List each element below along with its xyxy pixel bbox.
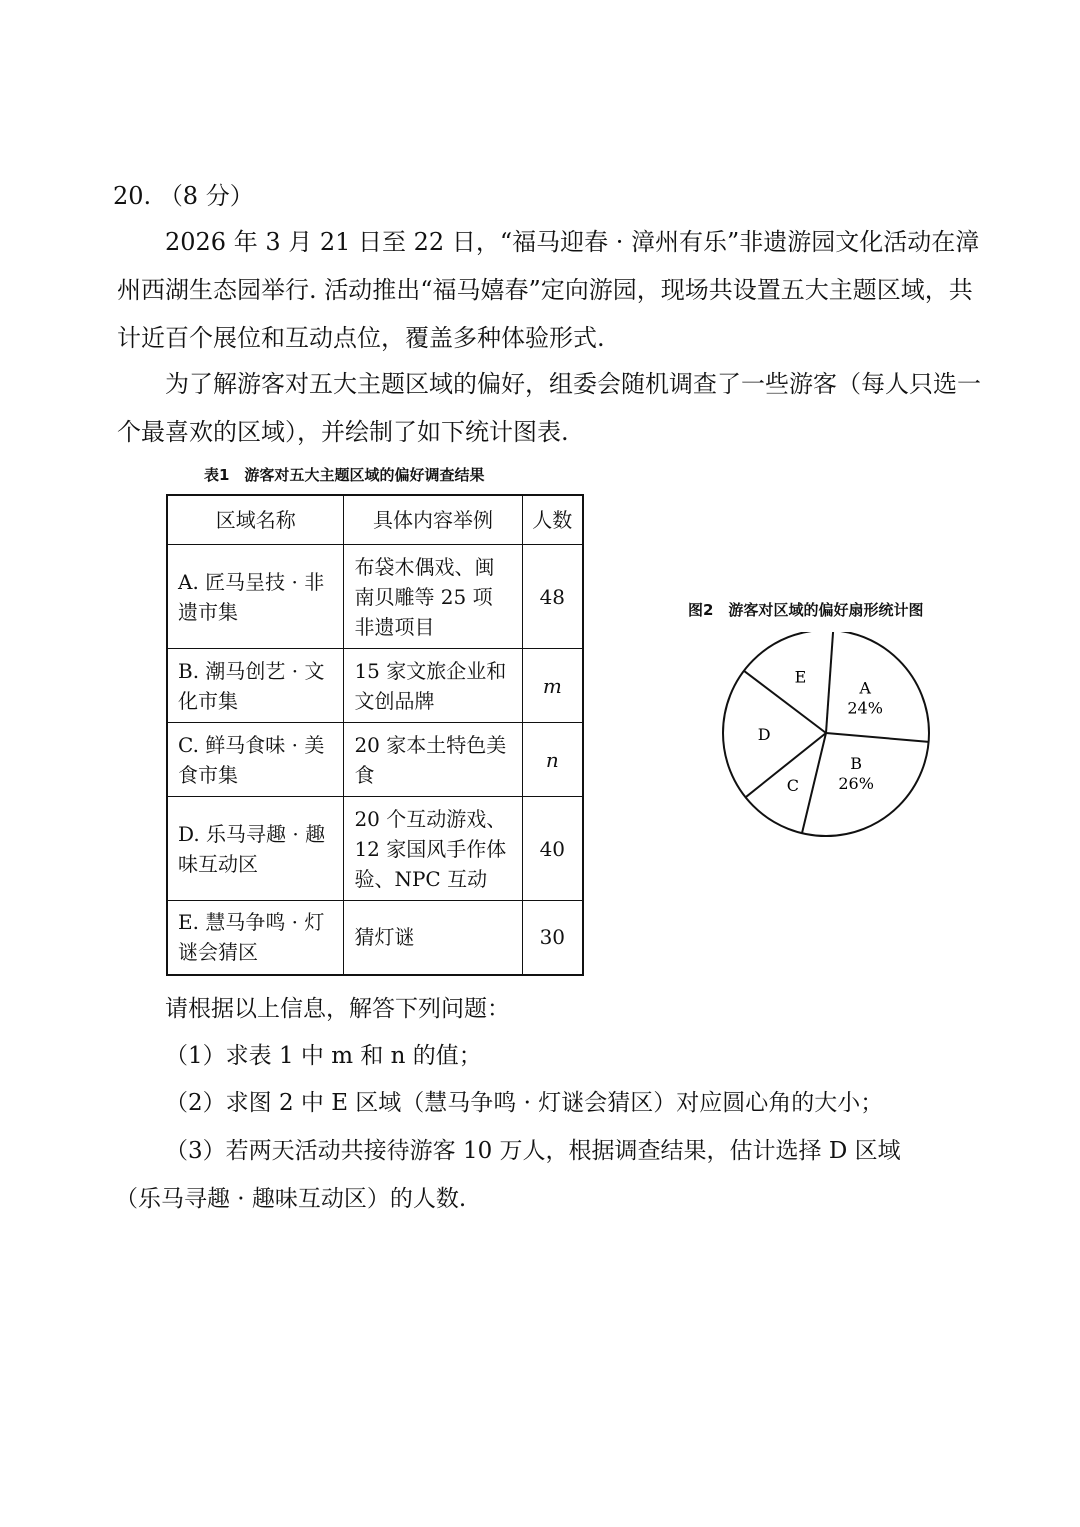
table-row [167, 723, 583, 797]
question-points: （8 分） [158, 182, 254, 210]
content-cell: 20 家本土特色美食 [344, 723, 522, 797]
question-number: 20. [113, 182, 152, 210]
area-name-cell: C. 鲜马食味 · 美食市集 [167, 723, 344, 797]
area-name-cell: E. 慧马争鸣 · 灯谜会猜区 [167, 901, 344, 975]
survey-paragraph: 为了解游客对五大主题区域的偏好，组委会随机调查了一些游客（每人只选一个最喜欢的区域），并绘制了如下统计图表. [117, 370, 981, 446]
intro-paragraph: 2026 年 3 月 21 日至 22 日，“福马迎春 · 漳州有乐”非遗游园文化活动在漳州西湖生态园举行. 活动推出“福马嬉春”定向游园，现场共设置五大主题区域，共计近百个展位和互动点位，覆盖多种体验形式. [117, 228, 980, 352]
header-content: 具体内容举例 [344, 495, 522, 545]
content-cell: 15 家文旅企业和文创品牌 [344, 649, 522, 723]
table-row [167, 901, 583, 975]
content-cell: 20 个互动游戏、12 家国风手作体验、NPC 互动 [344, 797, 522, 901]
pie-slice-percent-a: 24% [847, 698, 883, 718]
table-header-row [167, 495, 583, 545]
count-cell: 30 [522, 901, 583, 975]
questions-intro: 请根据以上信息，解答下列问题： [165, 996, 510, 1022]
count-cell: m [522, 649, 583, 723]
pie-slice-label-c: C [786, 776, 799, 796]
question-2: （2）求图 2 中 E 区域（慧马争鸣 · 灯谜会猜区）对应圆心角的大小； [165, 1090, 884, 1116]
survey-table [166, 494, 584, 976]
count-cell: 40 [522, 797, 583, 901]
pie-slice-label-b: B [850, 753, 863, 773]
pie-chart-caption: 图2 游客对区域的偏好扇形统计图 [688, 601, 924, 619]
table-row [167, 545, 583, 649]
table-row [167, 797, 583, 901]
pie-chart [716, 632, 936, 852]
question-1: （1）求表 1 中 m 和 n 的值； [165, 1043, 482, 1069]
question-3-continued: （乐马寻趣 · 趣味互动区）的人数. [115, 1186, 467, 1212]
question-header [113, 176, 254, 211]
pie-slice-label-e: E [794, 667, 807, 687]
area-name-cell: D. 乐马寻趣 · 趣味互动区 [167, 797, 344, 901]
header-count: 人数 [522, 495, 583, 545]
pie-slice-label-a: A [859, 678, 871, 698]
count-cell: 48 [522, 545, 583, 649]
pie-slice-label-d: D [757, 724, 771, 744]
content-cell: 布袋木偶戏、闽南贝雕等 25 项非遗项目 [344, 545, 522, 649]
table-row [167, 649, 583, 723]
header-area-name: 区域名称 [167, 495, 344, 545]
area-name-cell: B. 潮马创艺 · 文化市集 [167, 649, 344, 723]
content-cell: 猜灯谜 [344, 901, 522, 975]
pie-slice-percent-b: 26% [838, 773, 874, 793]
area-name-cell: A. 匠马呈技 · 非遗市集 [167, 545, 344, 649]
count-cell: n [522, 723, 583, 797]
table-caption: 表1 游客对五大主题区域的偏好调查结果 [204, 466, 485, 484]
question-3: （3）若两天活动共接待游客 10 万人，根据调查结果，估计选择 D 区域 [165, 1138, 901, 1164]
